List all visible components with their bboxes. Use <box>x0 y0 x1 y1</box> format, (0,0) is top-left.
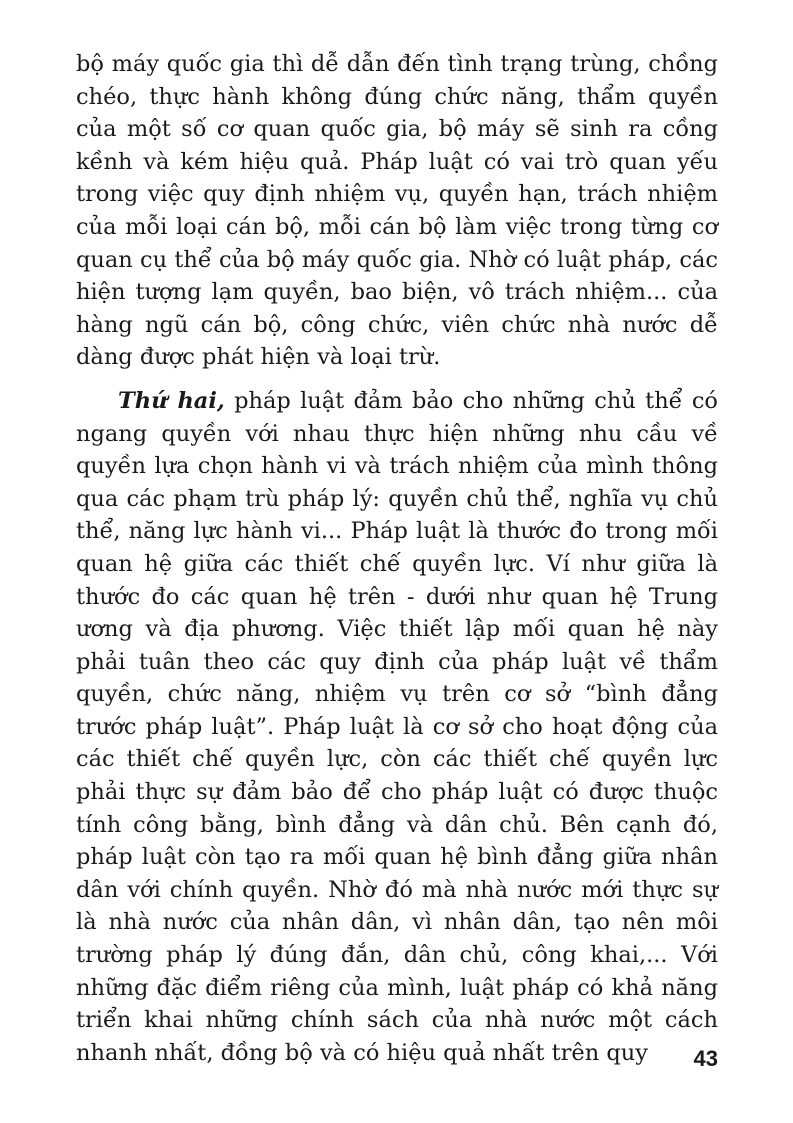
paragraph-2-lead: Thứ hai, <box>118 387 225 414</box>
paragraph-2 <box>76 385 718 1069</box>
body-text <box>76 48 718 1069</box>
paragraph-1: bộ máy quốc gia thì dễ dẫn đến tình trạng trùng, chồng chéo, thực hành không đúng chức năng, thẩm quyền của một số cơ quan quốc gia, bộ máy sẽ sinh ra cồng kềnh và kém hiệu quả. Pháp luật có vai trò quan yếu trong việc quy định nhiệm vụ, quyền hạn, trách nhiệm của mỗi loại cán bộ, mỗi cán bộ làm việc trong từng cơ quan cụ thể của bộ máy quốc gia. Nhờ có luật pháp, các hiện tượng lạm quyền, bao biện, vô trách nhiệm... của hàng ngũ cán bộ, công chức, viên chức nhà nước dễ dàng được phát hiện và loại trừ. <box>76 51 718 371</box>
page-number: 43 <box>693 1046 718 1071</box>
paragraph-2-body: pháp luật đảm bảo cho những chủ thể có ngang quyền với nhau thực hiện những nhu cầu về quyền lựa chọn hành vi và trách nhiệm của mình thông qua các phạm trù pháp lý: quyền chủ thể, nghĩa vụ chủ thể, năng lực hành vi... Pháp luật là thước đo trong mối quan hệ giữa các thiết chế quyền lực. Ví như giữa là thước đo các quan hệ trên - dưới như quan hệ Trung ương và địa phương. Việc thiết lập mối quan hệ này phải tuân theo các quy định của pháp luật về thẩm quyền, chức năng, nhiệm vụ trên cơ sở “bình đẳng trước pháp luật”. Pháp luật là cơ sở cho hoạt động của các thiết chế quyền lực, còn các thiết chế quyền lực phải thực sự đảm bảo để cho pháp luật có được thuộc tính công bằng, bình đẳng và dân chủ. Bên cạnh đó, pháp luật còn tạo ra mối quan hệ bình đẳng giữa nhân dân với chính quyền. Nhờ đó mà nhà nước mới thực sự là nhà nước của nhân dân, vì nhân dân, tạo nên môi trường pháp lý đúng đắn, dân chủ, công khai,... Với những đặc điểm riêng của mình, luật pháp có khả năng triển khai những chính sách của nhà nước một cách nhanh nhất, đồng bộ và có hiệu quả nhất trên quy <box>76 387 718 1066</box>
